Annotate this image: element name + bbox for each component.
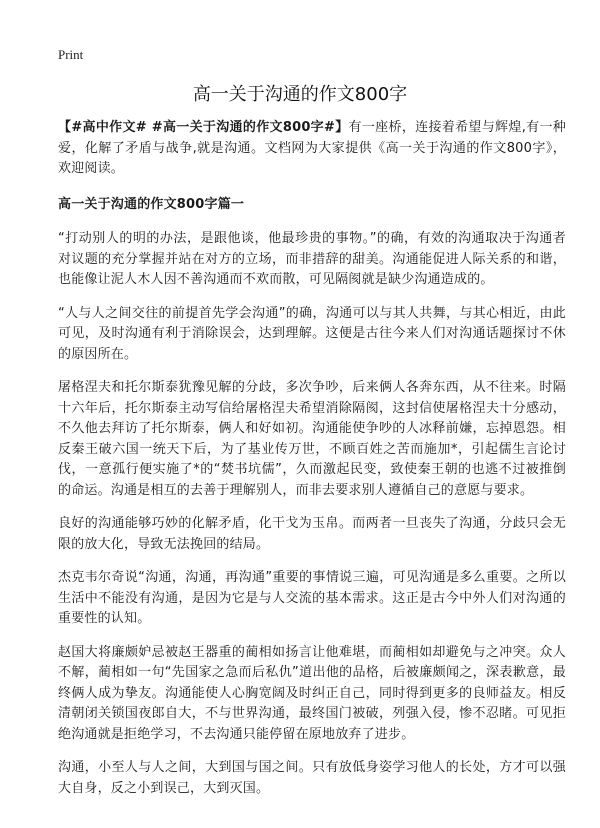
intro-tag: 【#高中作文# #高一关于沟通的作文800字#】 [58, 120, 349, 135]
paragraph-6: 赵国大将廉颇妒忌被赵王器重的蔺相如扬言让他难堪，而蔺相如却避免与之冲突。众人不解，蔺相如一句“先国家之急而后私仇”道出他的品格，后被廉颇闻之，深表歉意，最终俩人成为挚友。沟通能使人心胸宽阔及时纠正自己，同时得到更多的良师益友。相反清朝闭关锁国夜郎自大，不与世界沟通，最终国门被破，列强入侵，惨不忍睹。可见拒绝沟通就是拒绝学习，不去沟通只能停留在原地放弃了进步。 [58, 644, 566, 742]
document-title: 高一关于沟通的作文800字 [192, 84, 408, 105]
section-heading: 高一关于沟通的作文800字篇一 [58, 196, 245, 212]
paragraph-1: “打动别人的明的办法，是跟他谈，他最珍贵的事物。”的确，有效的沟通取决于沟通者对议题的充分掌握并站在对方的立场，而非措辞的甜美。沟通能促进人际关系的和谐，也能像让泥人木人因不善沟通而不欢而散，可见隔阂就是缺少沟通造成的。 [58, 231, 566, 287]
intro-paragraph [58, 118, 566, 180]
document-body [58, 118, 566, 812]
paragraph-4: 良好的沟通能够巧妙的化解矛盾，化干戈为玉帛。而两者一旦丧失了沟通，分歧只会无限的放大化，导致无法挽回的结局。 [58, 516, 566, 552]
paragraph-2: “人与人之间交往的前提首先学会沟通”的确，沟通可以与其人共舞，与其心相近，由此可见，及时沟通有利于消除误会，达到理解。这便是古往今来人们对沟通话题探讨不休的原因所在。 [58, 305, 566, 362]
print-label: Print [58, 47, 84, 62]
paragraph-3: 屠格涅夫和托尔斯泰犹豫见解的分歧，多次争吵，后来俩人各奔东西，从不往来。时隔十六年后，托尔斯泰主动写信给屠格涅夫希望消除隔阂，这封信使屠格涅夫十分感动，不久他去拜访了托尔斯泰，俩人和好如初。沟通能使争吵的人冰释前嫌，忘掉恩怨。相反秦王破六国一统天下后，为了基业传万世，不顾百姓之苦而施加*，引起儒生言论讨伐，一意孤行便实施了*的“焚书坑儒”，久而激起民变，致使秦王朝的也逃不过被推倒的命运。沟通是相互的去善于理解别人，而非去要求别人遵循自己的意愿与要求。 [58, 380, 566, 498]
intro-text: 有一座桥，连接着希望与辉煌,有一种爱，化解了矛盾与战争,就是沟通。文档网为大家提供《高一关于沟通的作文800字》，欢迎阅读。 [58, 120, 566, 176]
paragraph-5: 杰克韦尔奇说“沟通，沟通，再沟通”重要的事情说三遍，可见沟通是多么重要。之所以生活中不能没有沟通，是因为它是与人交流的基本需求。这正是古今中外人们对沟通的重要性的认知。 [58, 570, 566, 626]
paragraph-7: 沟通，小至人与人之间，大到国与国之间。只有放低身姿学习他人的长处，方才可以强大自身，反之小到误己，大到灭国。 [58, 760, 566, 796]
